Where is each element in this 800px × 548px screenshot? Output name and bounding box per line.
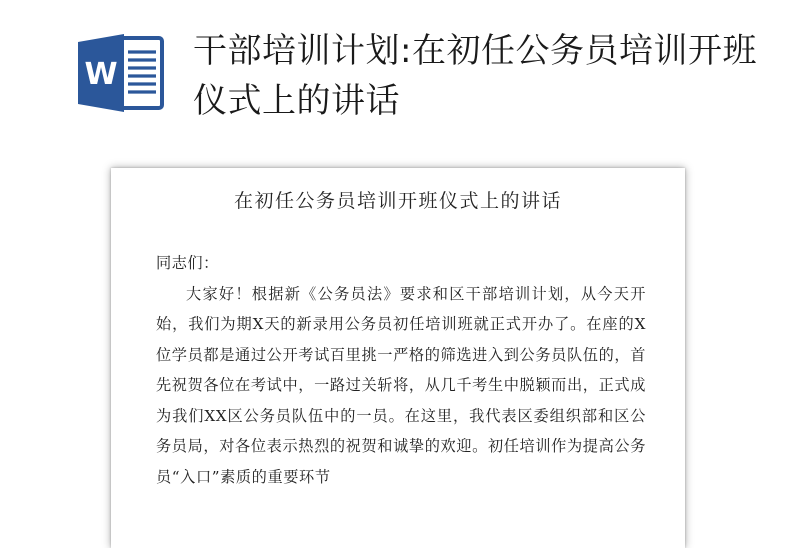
document-page — [111, 168, 685, 548]
word-icon-letter: W — [84, 57, 118, 92]
word-document-icon — [76, 32, 164, 114]
header — [0, 0, 800, 150]
document-body — [156, 248, 646, 492]
salutation: 同志们： — [156, 254, 219, 272]
body-paragraph: 大家好！根据新《公务员法》要求和区干部培训计划，从今天开始，我们为期X天的新录用公务员初任培训班就正式开办了。在座的X位学员都是通过公开考试百里挑一严格的筛选进入到公务员队伍的，首先祝贺各位在考试中，一路过关斩将，从几千考生中脱颖而出，正式成为我们XX区公务员队伍中的一员。在这里，我代表区委组织部和区公务员局，对各位表示热烈的祝贺和诚挚的欢迎。初任培训作为提高公务员“入口”素质的重要环节 — [156, 284, 646, 486]
page-title: 干部培训计划:在初任公务员培训开班仪式上的讲话 — [193, 31, 757, 121]
document-title: 在初任公务员培训开班仪式上的讲话 — [233, 190, 562, 212]
